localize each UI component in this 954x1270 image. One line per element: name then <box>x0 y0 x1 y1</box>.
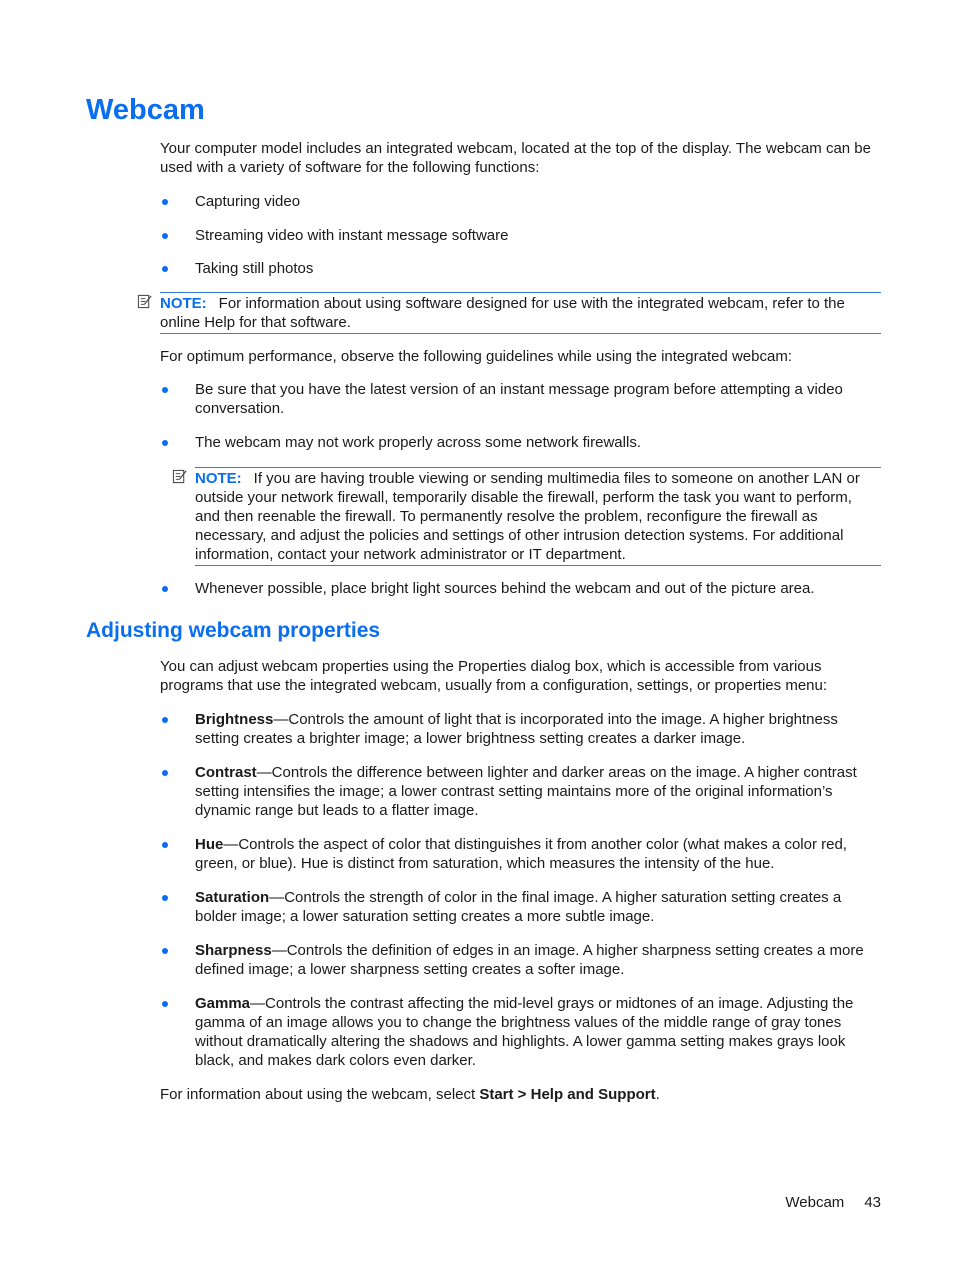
property-desc: —Controls the strength of color in the final image. A higher saturation setting creates a bolder image; a lower saturation setting creates a more subtle image. <box>195 889 842 925</box>
intro-paragraph: Your computer model includes an integrated webcam, located at the top of the display. The webcam can be used with a variety of software for the following functions: <box>160 140 871 176</box>
note-label: NOTE: <box>160 295 207 312</box>
property-term: Brightness <box>195 711 274 728</box>
note-box <box>195 467 881 566</box>
bullet-icon <box>162 948 168 954</box>
note-box <box>160 292 881 334</box>
property-desc: —Controls the contrast affecting the mid-level grays or midtones of an image. Adjusting the gamma of an image allows you to change the brightness values of the middle range of gray tones without dramatically altering the shadows and highlights. A lower gamma setting makes grays look black, and makes dark colors even darker. <box>195 995 854 1069</box>
property-term: Sharpness <box>195 942 272 959</box>
bullet-icon <box>162 1001 168 1007</box>
list-item-saturation <box>160 888 884 926</box>
list-item-hue <box>160 835 884 873</box>
note-text: For information about using software designed for use with the integrated webcam, refer to the online Help for that software. <box>160 295 845 331</box>
list-item: Be sure that you have the latest version of an instant message program before attempting a video conversation. <box>160 380 884 418</box>
property-desc: —Controls the aspect of color that distinguishes it from another color (what makes a color red, green, or blue). Hue is distinct from saturation, which measures the intensity of the hue. <box>195 836 847 872</box>
bullet-icon <box>162 895 168 901</box>
note-text: If you are having trouble viewing or sending multimedia files to someone on another LAN or outside your network firewall, temporarily disable the firewall, perform the task you want to perform, and then reenable the firewall. To permanently resolve the problem, reconfigure the firewall as necessary, and adjust the policies and settings of other intrusion detection systems. For additional information, contact your network administrator or IT department. <box>195 470 860 563</box>
list-item-contrast <box>160 763 884 820</box>
bullet-icon <box>162 440 168 446</box>
section-heading: Adjusting webcam properties <box>86 619 381 642</box>
list-item: Whenever possible, place bright light sources behind the webcam and out of the picture area. <box>160 579 884 598</box>
list-item: The webcam may not work properly across some network firewalls. <box>160 433 884 452</box>
closing-paragraph: For information about using the webcam, select Start > Help and Support. <box>160 1086 660 1103</box>
note-icon <box>137 294 152 309</box>
list-item: Streaming video with instant message software <box>160 226 884 245</box>
list-item: Taking still photos <box>160 259 884 278</box>
bullet-icon <box>162 233 168 239</box>
guidelines-intro: For optimum performance, observe the following guidelines while using the integrated webcam: <box>160 348 792 365</box>
list-item-brightness <box>160 710 884 748</box>
property-term: Contrast <box>195 764 257 781</box>
bullet-icon <box>162 717 168 723</box>
property-term: Gamma <box>195 995 251 1012</box>
property-desc: —Controls the definition of edges in an image. A higher sharpness setting creates a more defined image; a lower sharpness setting creates a softer image. <box>195 942 864 978</box>
section-intro: You can adjust webcam properties using the Properties dialog box, which is accessible from various programs that use the integrated webcam, usually from a configuration, settings, or properties menu: <box>160 658 828 694</box>
note-label: NOTE: <box>195 470 242 487</box>
page-footer <box>785 1193 881 1212</box>
footer-section: Webcam <box>785 1194 845 1211</box>
menu-path: Start > Help and Support <box>479 1086 656 1103</box>
list-item-gamma <box>160 994 884 1070</box>
list-item-sharpness <box>160 941 884 979</box>
bullet-icon <box>162 199 168 205</box>
bullet-icon <box>162 842 168 848</box>
bullet-icon <box>162 387 168 393</box>
page-number: 43 <box>864 1194 881 1211</box>
bullet-icon <box>162 266 168 272</box>
list-item: Capturing video <box>160 192 884 211</box>
note-icon <box>172 469 187 484</box>
property-desc: —Controls the difference between lighter and darker areas on the image. A higher contrast setting intensifies the image; a lower contrast setting maintains more of the original information’s dynamic range but leads to a flatter image. <box>195 764 857 819</box>
bullet-icon <box>162 770 168 776</box>
bullet-icon <box>162 586 168 592</box>
property-term: Saturation <box>195 889 270 906</box>
property-term: Hue <box>195 836 224 853</box>
property-desc: —Controls the amount of light that is incorporated into the image. A higher brightness setting creates a brighter image; a lower brightness setting creates a darker image. <box>195 711 838 747</box>
page-title: Webcam <box>86 94 205 126</box>
